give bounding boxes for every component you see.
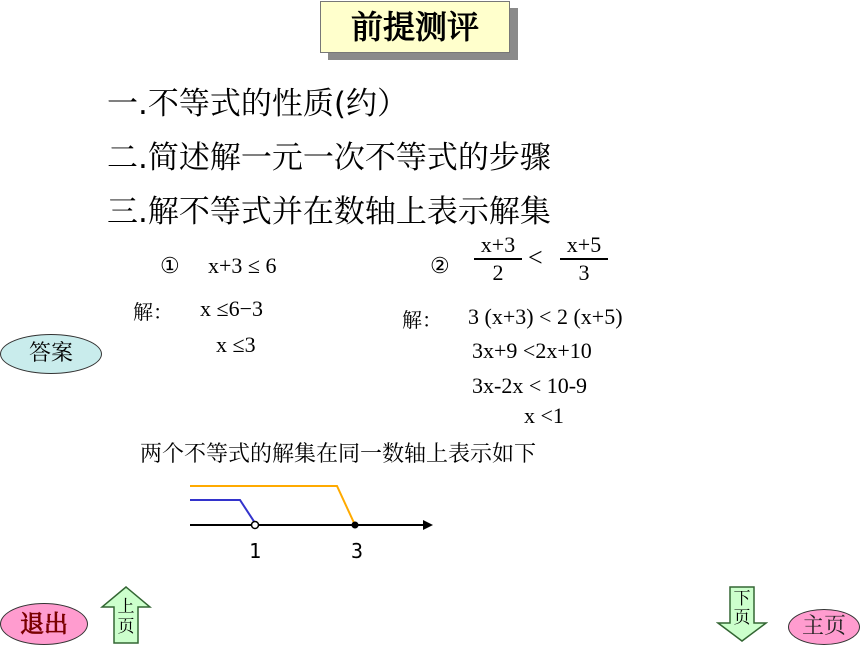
- heading-3: 三.解不等式并在数轴上表示解集: [107, 194, 551, 230]
- problem2-solution-label: 解：: [402, 308, 442, 332]
- problem1-inequality: x+3 ≤ 6: [208, 253, 277, 278]
- answer-button[interactable]: 答案: [0, 334, 102, 374]
- problem1-marker: ①: [160, 253, 180, 278]
- prev-page-label-2: 页: [117, 617, 135, 637]
- problem1-step1: x ≤6−3: [200, 296, 263, 321]
- heading-2: 二.简述解一元一次不等式的步骤: [107, 140, 551, 176]
- problem2-left-fraction: [474, 232, 522, 286]
- solution-set-x-lt-1: [190, 500, 255, 523]
- open-dot-1: [252, 522, 259, 529]
- problem2-step3: 3x-2x < 10-9: [472, 373, 588, 398]
- left-denominator: 2: [492, 259, 504, 285]
- closed-dot-3: [352, 522, 359, 529]
- right-denominator: 3: [578, 259, 590, 285]
- number-line-caption: 两个不等式的解集在同一数轴上表示如下: [140, 442, 537, 467]
- next-page-button[interactable]: [716, 585, 768, 643]
- problem2-right-fraction: [560, 232, 608, 286]
- problem2-marker: ②: [430, 253, 450, 278]
- number-line-arrow: [423, 520, 433, 530]
- problem1-solution-label: 解：: [133, 300, 173, 324]
- problem1-step2: x ≤3: [216, 332, 256, 357]
- prev-page-button[interactable]: [100, 585, 152, 645]
- page-title: 前提测评: [320, 1, 510, 53]
- next-page-label-1: 下: [733, 589, 751, 609]
- problem2-step2: 3x+9 <2x+10: [472, 338, 592, 363]
- left-numerator: x+3: [480, 232, 516, 257]
- next-page-label-2: 页: [733, 608, 751, 628]
- right-numerator: x+5: [566, 232, 602, 257]
- number-line: [185, 478, 440, 568]
- problem2-step4: x <1: [524, 403, 564, 428]
- tick-label-3: 3: [350, 539, 364, 563]
- exit-button[interactable]: 退出: [0, 603, 88, 645]
- tick-label-1: 1: [248, 539, 262, 563]
- home-button[interactable]: 主页: [788, 609, 860, 645]
- problem2-relation: <: [528, 243, 543, 272]
- prev-page-label-1: 上: [117, 597, 135, 617]
- problem2-step1: 3 (x+3) < 2 (x+5): [468, 304, 623, 329]
- solution-set-x-le-3: [190, 486, 355, 525]
- heading-1: 一.不等式的性质(约）: [107, 86, 408, 122]
